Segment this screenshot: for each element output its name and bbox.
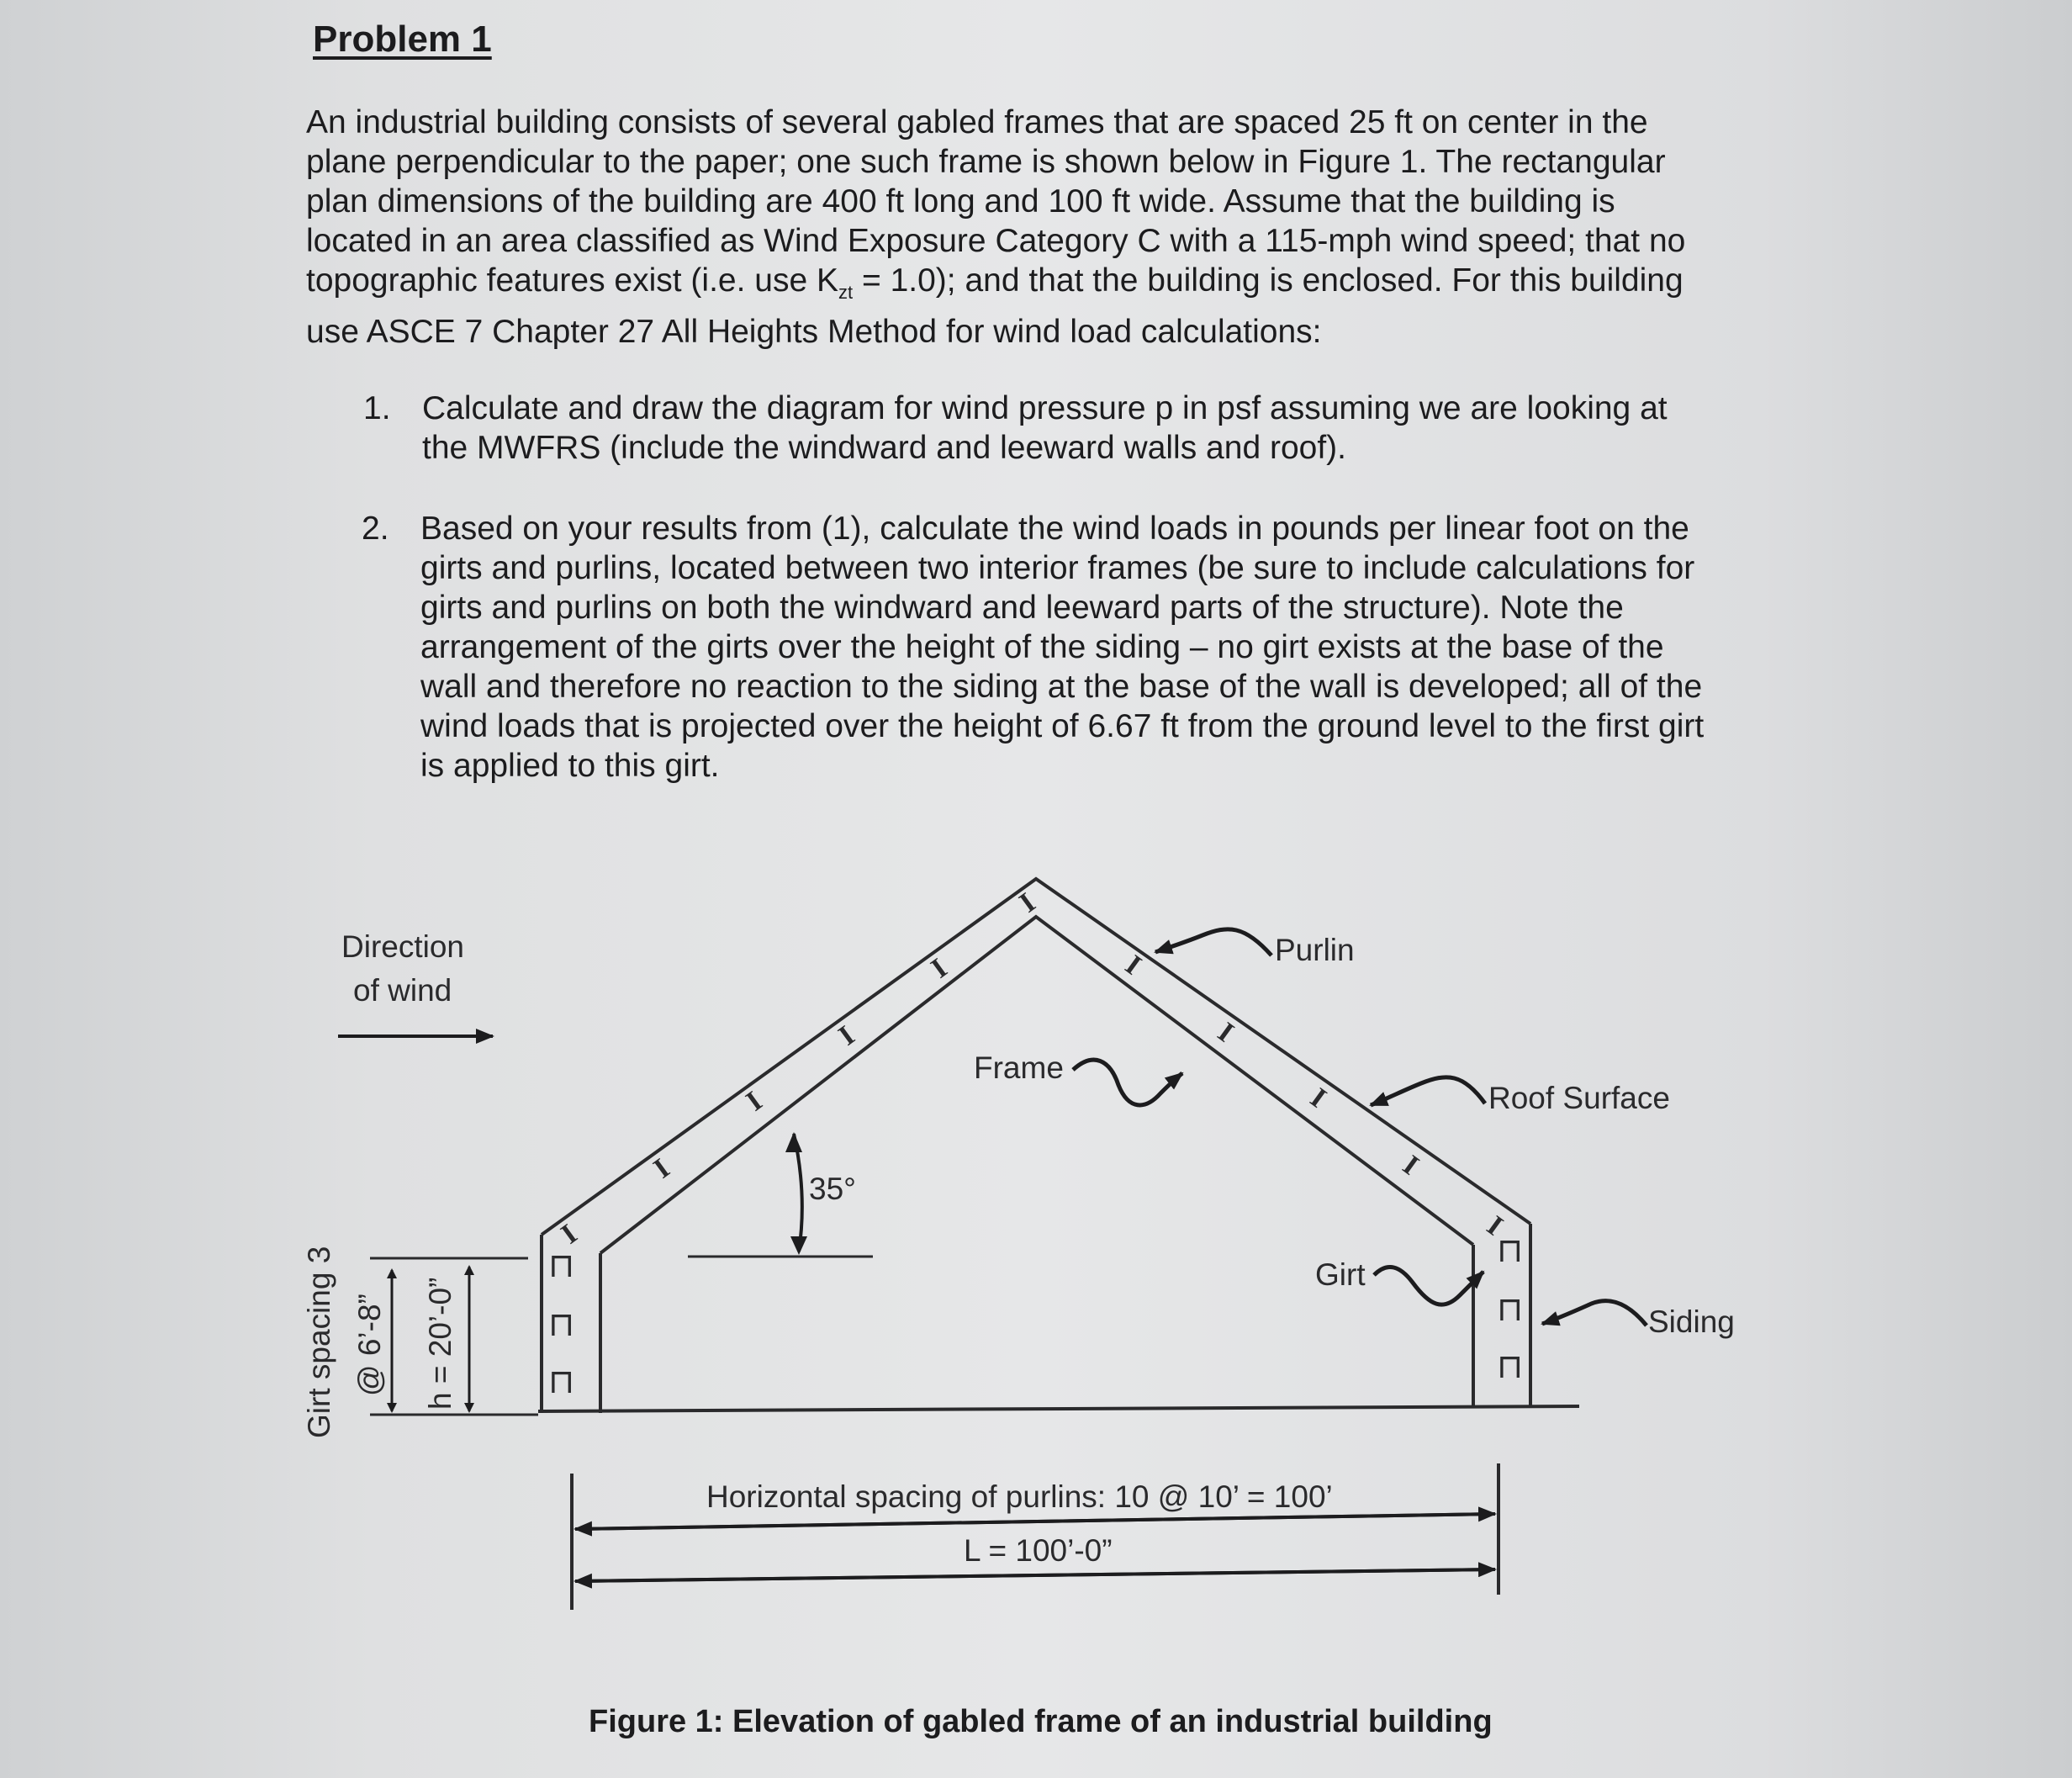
purlin-symbol: I — [1397, 1149, 1424, 1182]
intro-line: An industrial building consists of several gabled frames that are spaced 25 ft on center in the — [306, 104, 1648, 140]
item-line: girts and purlins, located between two interior frames (be sure to include calculations for — [420, 550, 1695, 586]
roof-angle-label: 35° — [809, 1172, 856, 1206]
purlin-spacing-label: Horizontal spacing of purlins: 10 @ 10’ = 100’ — [706, 1479, 1333, 1514]
purlin-symbol: I — [925, 952, 954, 985]
item-line: the MWFRS (include the windward and leeward walls and roof). — [422, 430, 1346, 466]
purlin-symbol: I — [1013, 886, 1042, 919]
girt-symbol: ⊓ — [548, 1305, 575, 1344]
kzt-subscript: zt — [838, 281, 854, 303]
siding-label: Siding — [1648, 1304, 1735, 1339]
roof-surface-label: Roof Surface — [1488, 1081, 1670, 1115]
figure-caption: Figure 1: Elevation of gabled frame of an industrial building — [589, 1704, 1493, 1739]
girt-symbol: ⊓ — [548, 1363, 575, 1401]
item-line: girts and purlins on both the windward and leeward parts of the structure). Note the — [420, 590, 1624, 626]
girt-symbol: ⊓ — [1497, 1347, 1524, 1386]
purlin-spacing-dimension — [575, 1514, 1495, 1529]
item-line: is applied to this girt. — [420, 748, 720, 784]
item-line: Based on your results from (1), calculate the wind loads in pounds per linear foot on the — [420, 511, 1689, 547]
intro-line-part: topographic features exist (i.e. use K — [306, 262, 839, 299]
girt-symbol: ⊓ — [1497, 1290, 1524, 1329]
problem-title: Problem 1 — [313, 19, 492, 60]
item-line: Calculate and draw the diagram for wind pressure p in psf assuming we are looking at — [422, 390, 1668, 426]
girt-spacing-label: Girt spacing 3 — [302, 1246, 336, 1438]
item-line: arrangement of the girts over the height of the siding – no girt exists at the base of the — [420, 629, 1664, 665]
purlin-symbol: I — [832, 1019, 861, 1052]
frame-label: Frame — [974, 1050, 1064, 1085]
purlin-label: Purlin — [1275, 933, 1355, 967]
siding-leader — [1542, 1301, 1646, 1326]
angle-arc-arrowhead — [785, 1132, 802, 1152]
purlin-symbol: I — [648, 1152, 676, 1185]
purlin-symbol: I — [1119, 949, 1147, 982]
wind-direction-label: Direction — [341, 929, 464, 964]
intro-line: use ASCE 7 Chapter 27 All Heights Method for wind load calculations: — [306, 313, 1322, 350]
girt-label: Girt — [1315, 1257, 1366, 1292]
intro-line: located in an area classified as Wind Exposure Category C with a 115-mph wind speed; that no — [306, 223, 1686, 259]
item-line: wall and therefore no reaction to the siding at the base of the wall is developed; all of the — [420, 669, 1703, 705]
length-dimension — [575, 1569, 1495, 1581]
frame-rafter — [600, 917, 1473, 1253]
girt-spacing-value: @ 6’-8” — [352, 1294, 387, 1396]
roof-surface-leader — [1371, 1077, 1485, 1105]
girt-symbol: ⊓ — [548, 1246, 575, 1285]
girt-leader — [1374, 1267, 1483, 1304]
ground-line — [538, 1406, 1579, 1411]
purlin-leader — [1155, 929, 1271, 955]
intro-line: plane perpendicular to the paper; one such frame is shown below in Figure 1. The rectangular — [306, 144, 1666, 180]
wind-direction-label: of wind — [353, 973, 452, 1008]
item-line: wind loads that is projected over the height of 6.67 ft from the ground level to the first girt — [420, 708, 1705, 744]
frame-leader — [1073, 1060, 1182, 1105]
purlin-symbol: I — [1212, 1016, 1240, 1049]
intro-line: plan dimensions of the building are 400 ft long and 100 ft wide. Assume that the building is — [306, 183, 1615, 220]
height-label: h = 20’-0” — [423, 1277, 457, 1410]
girt-symbol: ⊓ — [1497, 1231, 1524, 1270]
item-number: 2. — [362, 511, 389, 547]
intro-line-part: = 1.0); and that the building is enclosed. For this building — [853, 262, 1684, 299]
purlin-symbol: I — [1304, 1082, 1332, 1114]
length-label: L = 100’-0” — [964, 1533, 1113, 1568]
purlin-symbol: I — [555, 1218, 584, 1251]
purlin-symbol: I — [740, 1085, 769, 1118]
angle-arc-arrowhead — [790, 1236, 807, 1255]
purlin-symbol: I — [1481, 1209, 1509, 1242]
item-number: 1. — [363, 390, 391, 426]
